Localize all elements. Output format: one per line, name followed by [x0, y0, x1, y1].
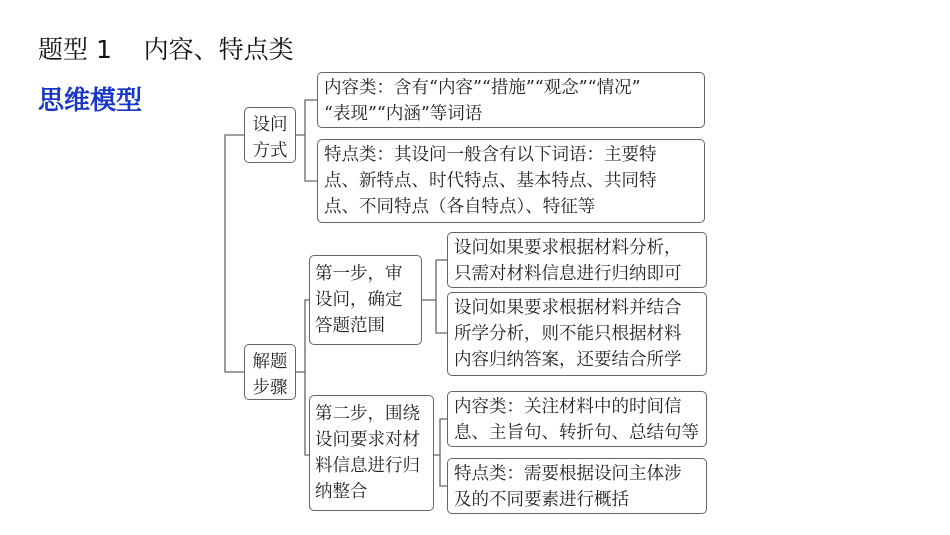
question-method-feature-type	[317, 139, 705, 223]
node-question-method-label: 设问方式	[252, 115, 288, 161]
root-connector	[225, 135, 244, 372]
text-line: 及的不同要素进行概括	[454, 490, 629, 510]
step-2-item-1	[447, 391, 707, 447]
text-line: 第二步，围绕	[315, 404, 420, 424]
node-question-method	[244, 107, 296, 163]
text-line: 第一步，审	[315, 264, 403, 284]
text-line: 内容归纳答案，还要结合所学	[454, 350, 682, 370]
page-title: 题型 1 内容、特点类	[38, 35, 294, 64]
text-line: 纳整合	[315, 482, 368, 502]
text-line: 设问如果要求根据材料分析，	[454, 238, 682, 258]
text-line: 只需对材料信息进行归纳即可	[454, 264, 682, 284]
text-line: 点、新特点、时代特点、基本特点、共同特	[324, 171, 657, 191]
step-2-box	[309, 395, 434, 511]
step-1-item-2	[447, 292, 707, 376]
section-subtitle: 思维模型	[38, 86, 143, 116]
step2-connector	[434, 419, 447, 486]
text-line: 息、主旨句、转折句、总结句等	[454, 423, 699, 443]
text-line: 特点类：其设问一般含有以下词语：主要特	[324, 145, 657, 165]
step-1-box	[309, 255, 422, 345]
text-line: 答题范围	[315, 316, 385, 336]
text-line: “表现”“内涵”等词语	[324, 104, 483, 124]
question-method-connector	[296, 100, 317, 181]
text-line: 设问如果要求根据材料并结合	[454, 298, 682, 318]
step-2-item-2	[447, 458, 707, 514]
question-method-content-type	[317, 72, 705, 128]
text-line: 内容类：关注材料中的时间信	[454, 397, 682, 417]
step1-connector	[422, 260, 447, 333]
step-1-item-1	[447, 232, 707, 288]
text-line: 内容类：含有“内容”“措施”“观念”“情况”	[324, 78, 641, 98]
text-line: 点、不同特点（各自特点）、特征等	[324, 197, 596, 217]
node-solving-steps-label: 解题步骤	[252, 352, 288, 398]
steps-connector	[296, 300, 309, 455]
text-line: 设问要求对材	[315, 430, 420, 450]
node-solving-steps	[244, 344, 296, 400]
text-line: 料信息进行归	[315, 456, 420, 476]
text-line: 特点类：需要根据设问主体涉	[454, 464, 682, 484]
text-line: 设问，确定	[315, 290, 403, 310]
text-line: 所学分析，则不能只根据材料	[454, 324, 682, 344]
